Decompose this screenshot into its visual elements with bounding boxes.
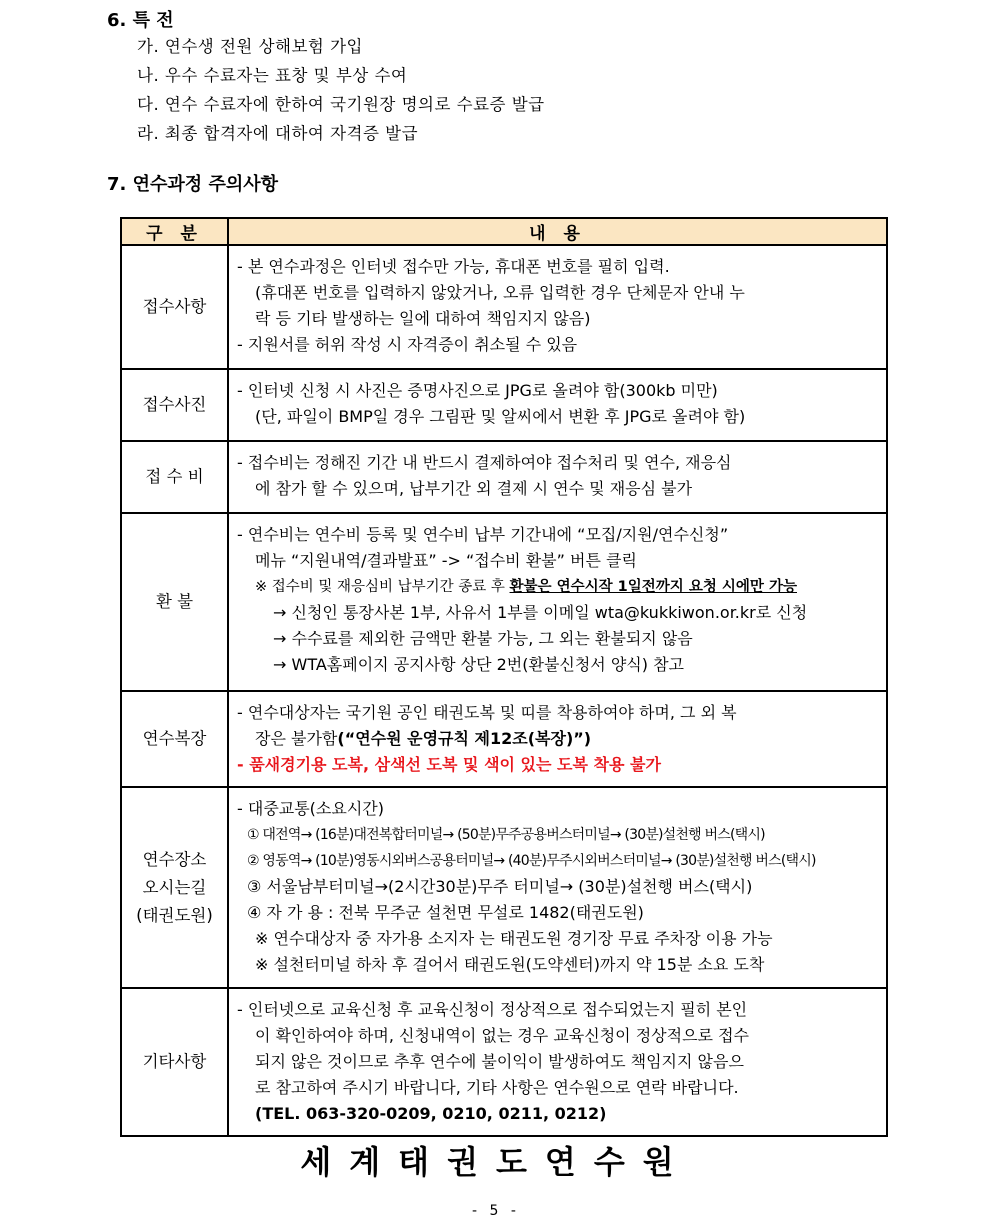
table-row <box>121 988 887 1136</box>
content-line: - 인터넷 신청 시 사진은 증명사진으로 JPG로 올려야 함(300kb 미만) <box>237 381 718 400</box>
uniform-restriction: - 품새경기용 도복, 삼색선 도복 및 색이 있는 도복 착용 불가 <box>237 755 661 774</box>
content-line: ※ 설천터미널 하차 후 걸어서 태권도원(도약센터)까지 약 15분 소요 도착 <box>255 955 765 974</box>
page-number: - 5 - <box>472 1203 520 1219</box>
notice-table <box>120 217 888 1137</box>
content-line: 되지 않은 것이므로 추후 연수에 불이익이 발생하여도 책임지지 않음으 <box>255 1052 744 1071</box>
content-line: 에 참가 할 수 있으며, 납부기간 외 결제 시 연수 및 재응심 불가 <box>255 479 693 498</box>
list-item: 나. 우수 수료자는 표창 및 부상 수여 <box>137 66 408 85</box>
contact-phone: (TEL. 063-320-0209, 0210, 0211, 0212) <box>255 1104 607 1123</box>
row-label-etc: 기타사항 <box>121 988 228 1136</box>
row-content-refund <box>228 513 887 691</box>
label-line: 오시는길 <box>142 877 207 897</box>
list-item: 라. 최종 합격자에 대하여 자격증 발급 <box>137 124 419 143</box>
uniform-text: 장은 불가함 <box>255 729 338 748</box>
header-content: 내 용 <box>228 218 887 245</box>
label-line: 연수장소 <box>142 849 207 869</box>
content-line: - 본 연수과정은 인터넷 접수만 가능, 휴대폰 번호를 필히 입력. <box>237 257 670 276</box>
table-row <box>121 691 887 787</box>
content-line: - 연수비는 연수비 등록 및 연수비 납부 기간내에 “모집/지원/연수신청” <box>237 525 729 544</box>
table-row <box>121 369 887 441</box>
row-content-fee <box>228 441 887 513</box>
list-item: 가. 연수생 전원 상해보험 가입 <box>137 37 363 56</box>
label-line: (태권도원) <box>136 905 213 925</box>
refund-note <box>237 574 872 600</box>
header-category: 구 분 <box>121 218 228 245</box>
row-label-photo: 접수사진 <box>121 369 228 441</box>
content-line: - 연수대상자는 국기원 공인 태권도복 및 띠를 착용하여야 하며, 그 외 복 <box>237 703 737 722</box>
content-line <box>237 726 872 752</box>
content-line: 락 등 기타 발생하는 일에 대하여 책임지지 않음) <box>255 309 591 328</box>
refund-deadline-emphasis: 환불은 연수시작 1일전까지 요청 시에만 가능 <box>509 579 797 595</box>
table-header-row <box>121 218 887 245</box>
section-7-title: 7. 연수과정 주의사항 <box>107 174 278 195</box>
section-6-list <box>137 32 545 148</box>
list-item: 다. 연수 수료자에 한하여 국기원장 명의로 수료증 발급 <box>137 95 545 114</box>
row-label-uniform: 연수복장 <box>121 691 228 787</box>
content-line: ③ 서울남부터미널→(2시간30분)무주 터미널→ (30분)설천행 버스(택시) <box>247 877 753 896</box>
content-line: ② 영동역→ (10분)영동시외버스공용터미널→ (40분)무주시외버스터미널→ (30분)설천행 버스(택시) <box>247 853 816 869</box>
organization-title: 세계태권도연수원 <box>300 1143 692 1181</box>
table-row <box>121 787 887 988</box>
content-line: → WTA홈페이지 공지사항 상단 2번(환불신청서 양식) 참고 <box>273 655 685 674</box>
content-line: - 지원서를 허위 작성 시 자격증이 취소될 수 있음 <box>237 335 578 354</box>
content-line: (휴대폰 번호를 입력하지 않았거나, 오류 입력한 경우 단체문자 안내 누 <box>255 283 745 302</box>
row-label-refund: 환 불 <box>121 513 228 691</box>
uniform-rule-ref: (“연수원 운영규칙 제12조(복장)”) <box>337 729 592 748</box>
content-line: - 인터넷으로 교육신청 후 교육신청이 정상적으로 접수되었는지 필히 본인 <box>237 1000 748 1019</box>
row-content-photo <box>228 369 887 441</box>
content-line: → 신청인 통장사본 1부, 사유서 1부를 이메일 wta@kukkiwon.or.kr로 신청 <box>273 603 808 622</box>
content-line: → 수수료를 제외한 금액만 환불 가능, 그 외는 환불되지 않음 <box>273 629 693 648</box>
content-line: 이 확인하여야 하며, 신청내역이 없는 경우 교육신청이 정상적으로 접수 <box>255 1026 749 1045</box>
table-row <box>121 513 887 691</box>
content-line: ※ 연수대상자 중 자가용 소지자 는 태권도원 경기장 무료 주차장 이용 가능 <box>255 929 773 948</box>
row-content-directions <box>228 787 887 988</box>
row-content-uniform <box>228 691 887 787</box>
content-line: ① 대전역→ (16분)대전복합터미널→ (50분)무주공용버스터미널→ (30분)설천행 버스(택시) <box>247 827 765 843</box>
content-line: - 대중교통(소요시간) <box>237 799 384 818</box>
table-row <box>121 245 887 369</box>
table-row <box>121 441 887 513</box>
content-line: ④ 자 가 용 : 전북 무주군 설천면 무설로 1482(태권도원) <box>247 903 644 922</box>
content-line: (단, 파일이 BMP일 경우 그림판 및 알씨에서 변환 후 JPG로 올려야 함) <box>255 407 746 426</box>
row-label-directions <box>121 787 228 988</box>
section-6-title: 6. 특 전 <box>107 10 174 31</box>
content-line: - 접수비는 정해진 기간 내 반드시 결제하여야 접수처리 및 연수, 재응심 <box>237 453 732 472</box>
refund-note-text: ※ 접수비 및 재응심비 납부기간 종료 후 <box>255 579 510 595</box>
row-content-etc <box>228 988 887 1136</box>
row-label-fee: 접 수 비 <box>121 441 228 513</box>
content-line: 메뉴 “지원내역/결과발표” -> “접수비 환불” 버튼 클릭 <box>255 551 637 570</box>
content-line: 로 참고하여 주시기 바랍니다, 기타 사항은 연수원으로 연락 바랍니다. <box>255 1078 739 1097</box>
row-label-reception: 접수사항 <box>121 245 228 369</box>
row-content-reception <box>228 245 887 369</box>
